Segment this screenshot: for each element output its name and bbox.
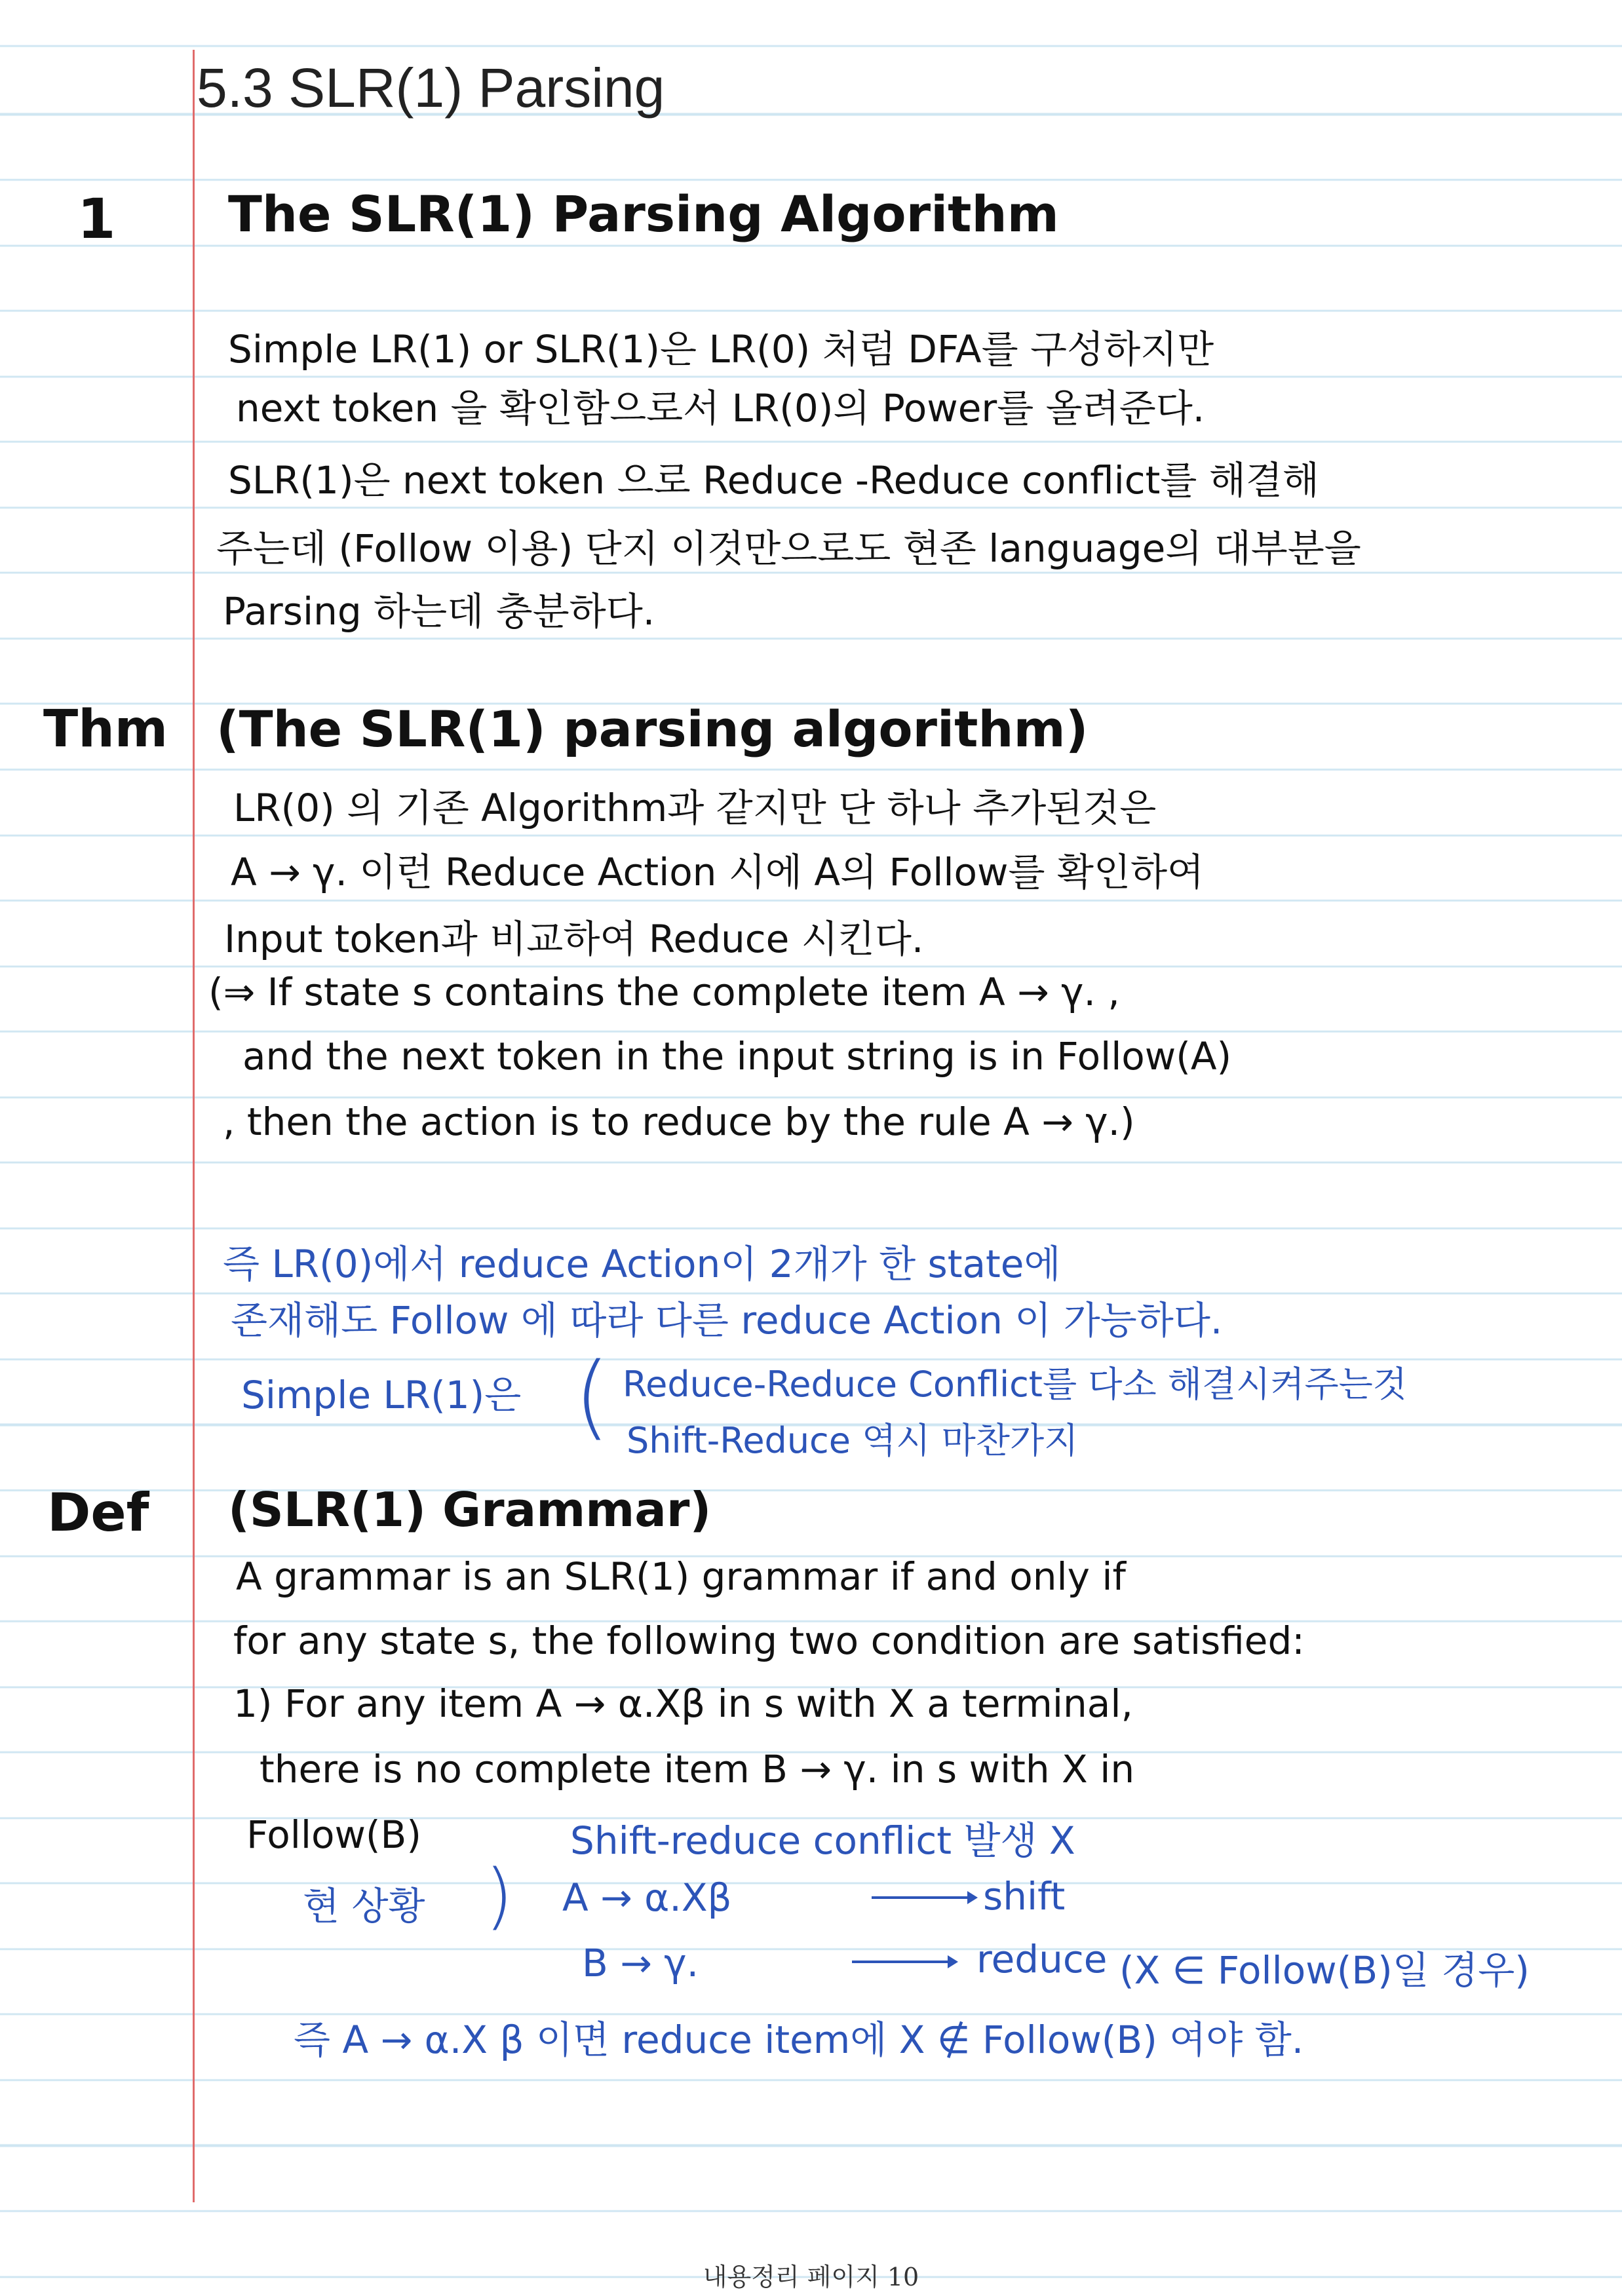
- theorem-line-6: , then the action is to reduce by the rule A → γ.): [223, 1100, 1135, 1144]
- situation-label: 현 상황: [303, 1884, 425, 1928]
- definition-line-2: for any state s, the following two condition are satisfied:: [233, 1618, 1305, 1663]
- definition-line-4: there is no complete item B → γ. in s with X in: [260, 1747, 1135, 1791]
- intro-line-2: next token 을 확인함으로서 LR(0)의 Power를 올려준다.: [236, 386, 1205, 430]
- theorem-brace-item-1: Reduce-Reduce Conflict를 다소 해결시켜주는것: [623, 1364, 1407, 1405]
- theorem-line-1: LR(0) 의 기존 Algorithm과 같지만 단 하나 추가된것은: [233, 786, 1157, 830]
- intro-line-5: Parsing 하는데 충분하다.: [223, 589, 655, 634]
- brace-symbol: (: [574, 1343, 610, 1450]
- situation-brace: ): [485, 1854, 513, 1938]
- shift-arrow: [872, 1896, 970, 1899]
- item-a: A → α.Xβ: [562, 1875, 732, 1920]
- definition-line-1: A grammar is an SLR(1) grammar if and only if: [236, 1554, 1126, 1599]
- section-heading: The SLR(1) Parsing Algorithm: [228, 185, 1059, 243]
- theorem-note-line-1: 즉 LR(0)에서 reduce Action이 2개가 한 state에: [223, 1242, 1061, 1286]
- theorem-line-4: (⇒ If state s contains the complete item A → γ. ,: [208, 970, 1120, 1014]
- theorem-brace-item-2: Shift-Reduce 역시 마찬가지: [627, 1420, 1079, 1461]
- definition-heading: (SLR(1) Grammar): [228, 1482, 712, 1537]
- theorem-label: Thm: [43, 700, 168, 759]
- item-a-action: shift: [983, 1874, 1066, 1919]
- theorem-heading: (The SLR(1) parsing algorithm): [216, 700, 1089, 758]
- theorem-note-simple: Simple LR(1)은: [241, 1373, 522, 1417]
- follow-b-label: Follow(B): [246, 1812, 421, 1857]
- item-b-condition: (X ∈ Follow(B)일 경우): [1119, 1948, 1530, 1993]
- theorem-line-3: Input token과 비교하여 Reduce 시킨다.: [224, 917, 924, 961]
- intro-line-3: SLR(1)은 next token 으로 Reduce -Reduce conflict를 해결해: [228, 458, 1319, 503]
- page-title: 5.3 SLR(1) Parsing: [197, 57, 665, 119]
- intro-line-1: Simple LR(1) or SLR(1)은 LR(0) 처럼 DFA를 구성하지만: [228, 327, 1214, 372]
- definition-label: Def: [47, 1482, 149, 1543]
- theorem-note-line-2: 존재해도 Follow 에 따라 다른 reduce Action 이 가능하다.: [231, 1298, 1223, 1343]
- page-footer: 내용정리 페이지 10: [703, 2263, 919, 2291]
- definition-conclusion: 즉 A → α.X β 이면 reduce item에 X ∉ Follow(B) 여야 함.: [294, 2018, 1304, 2062]
- shift-reduce-note: Shift-reduce conflict 발생 X: [570, 1818, 1075, 1863]
- definition-line-3: 1) For any item A → α.Xβ in s with X a terminal,: [233, 1681, 1133, 1726]
- reduce-arrow: [852, 1961, 950, 1963]
- item-b: B → γ.: [582, 1941, 699, 1985]
- theorem-line-5: and the next token in the input string is in Follow(A): [242, 1034, 1232, 1079]
- intro-line-4: 주는데 (Follow 이용) 단지 이것만으로도 현존 language의 대부분을: [216, 526, 1361, 571]
- theorem-line-2: A → γ. 이런 Reduce Action 시에 A의 Follow를 확인하여: [231, 850, 1205, 894]
- section-number: 1: [77, 187, 116, 251]
- item-b-action: reduce: [976, 1937, 1108, 1981]
- notebook-margin-line: [193, 50, 195, 2202]
